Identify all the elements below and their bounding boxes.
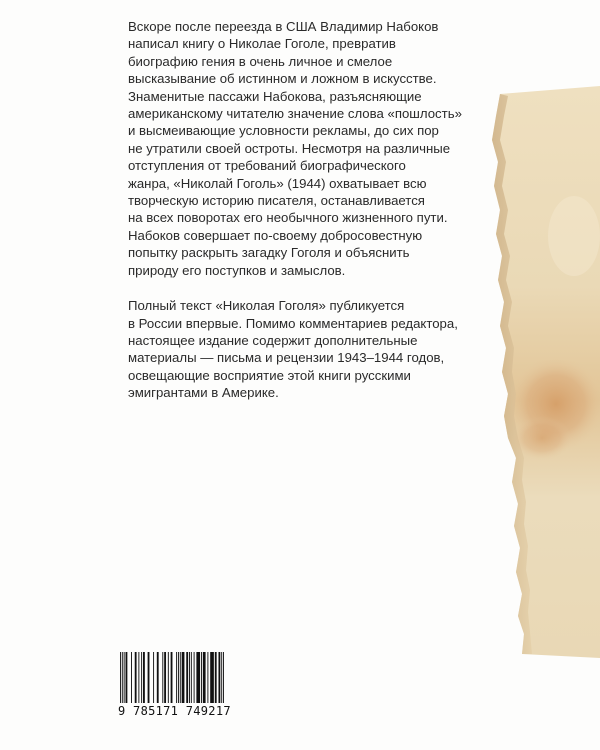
blurb-line: Полный текст «Николая Гоголя» публикуется: [128, 298, 405, 314]
blurb-line: в России впервые. Помимо комментариев редактора,: [128, 315, 458, 331]
blurb-line: отступления от требований биографического: [128, 158, 406, 174]
blurb-line: не утратили своей остроты. Несмотря на различные: [128, 140, 451, 156]
blurb-line: американскому читателю значение слова «пошлость»: [128, 106, 462, 122]
blurb-paragraph-2: [128, 297, 473, 401]
blurb-line: творческую историю писателя, останавливается: [128, 193, 425, 209]
blurb-line: природу его поступков и замыслов.: [128, 262, 346, 278]
blurb-line: и высмеивающие условности рекламы, до сих пор: [128, 123, 439, 139]
barcode-number: 9 785171 749217: [118, 703, 234, 718]
blurb-paragraph-1: [128, 18, 473, 279]
blurb-line: высказывание об истинном и ложном в искусстве.: [128, 71, 437, 87]
blurb-line: попытку раскрыть загадку Гоголя и объяснить: [128, 245, 410, 261]
blurb-line: настоящее издание содержит дополнительные: [128, 332, 418, 348]
blurb-line: жанра, «Николай Гоголь» (1944) охватывает всю: [128, 175, 427, 191]
blurb-line: написал книгу о Николае Гоголе, превратив: [128, 36, 396, 52]
blurb-line: на всех поворотах его необычного жизненного пути.: [128, 210, 448, 226]
blurb-line: материалы — письма и рецензии 1943–1944 годов,: [128, 350, 445, 366]
paper-stain: [548, 196, 600, 276]
torn-paper-illustration: [478, 86, 600, 658]
blurb-line: Вскоре после переезда в США Владимир Набоков: [128, 19, 439, 34]
blurb-line: Набоков совершает по-своему добросовестную: [128, 227, 423, 243]
paper-stain: [512, 416, 572, 460]
blurb-line: эмигрантами в Америке.: [128, 385, 279, 401]
blurb-text: [128, 18, 473, 420]
blurb-line: Знаменитые пассажи Набокова, разъясняющие: [128, 88, 422, 104]
blurb-line: освещающие восприятие этой книги русскими: [128, 367, 411, 383]
blurb-line: биографию гения в очень личное и смелое: [128, 53, 393, 69]
